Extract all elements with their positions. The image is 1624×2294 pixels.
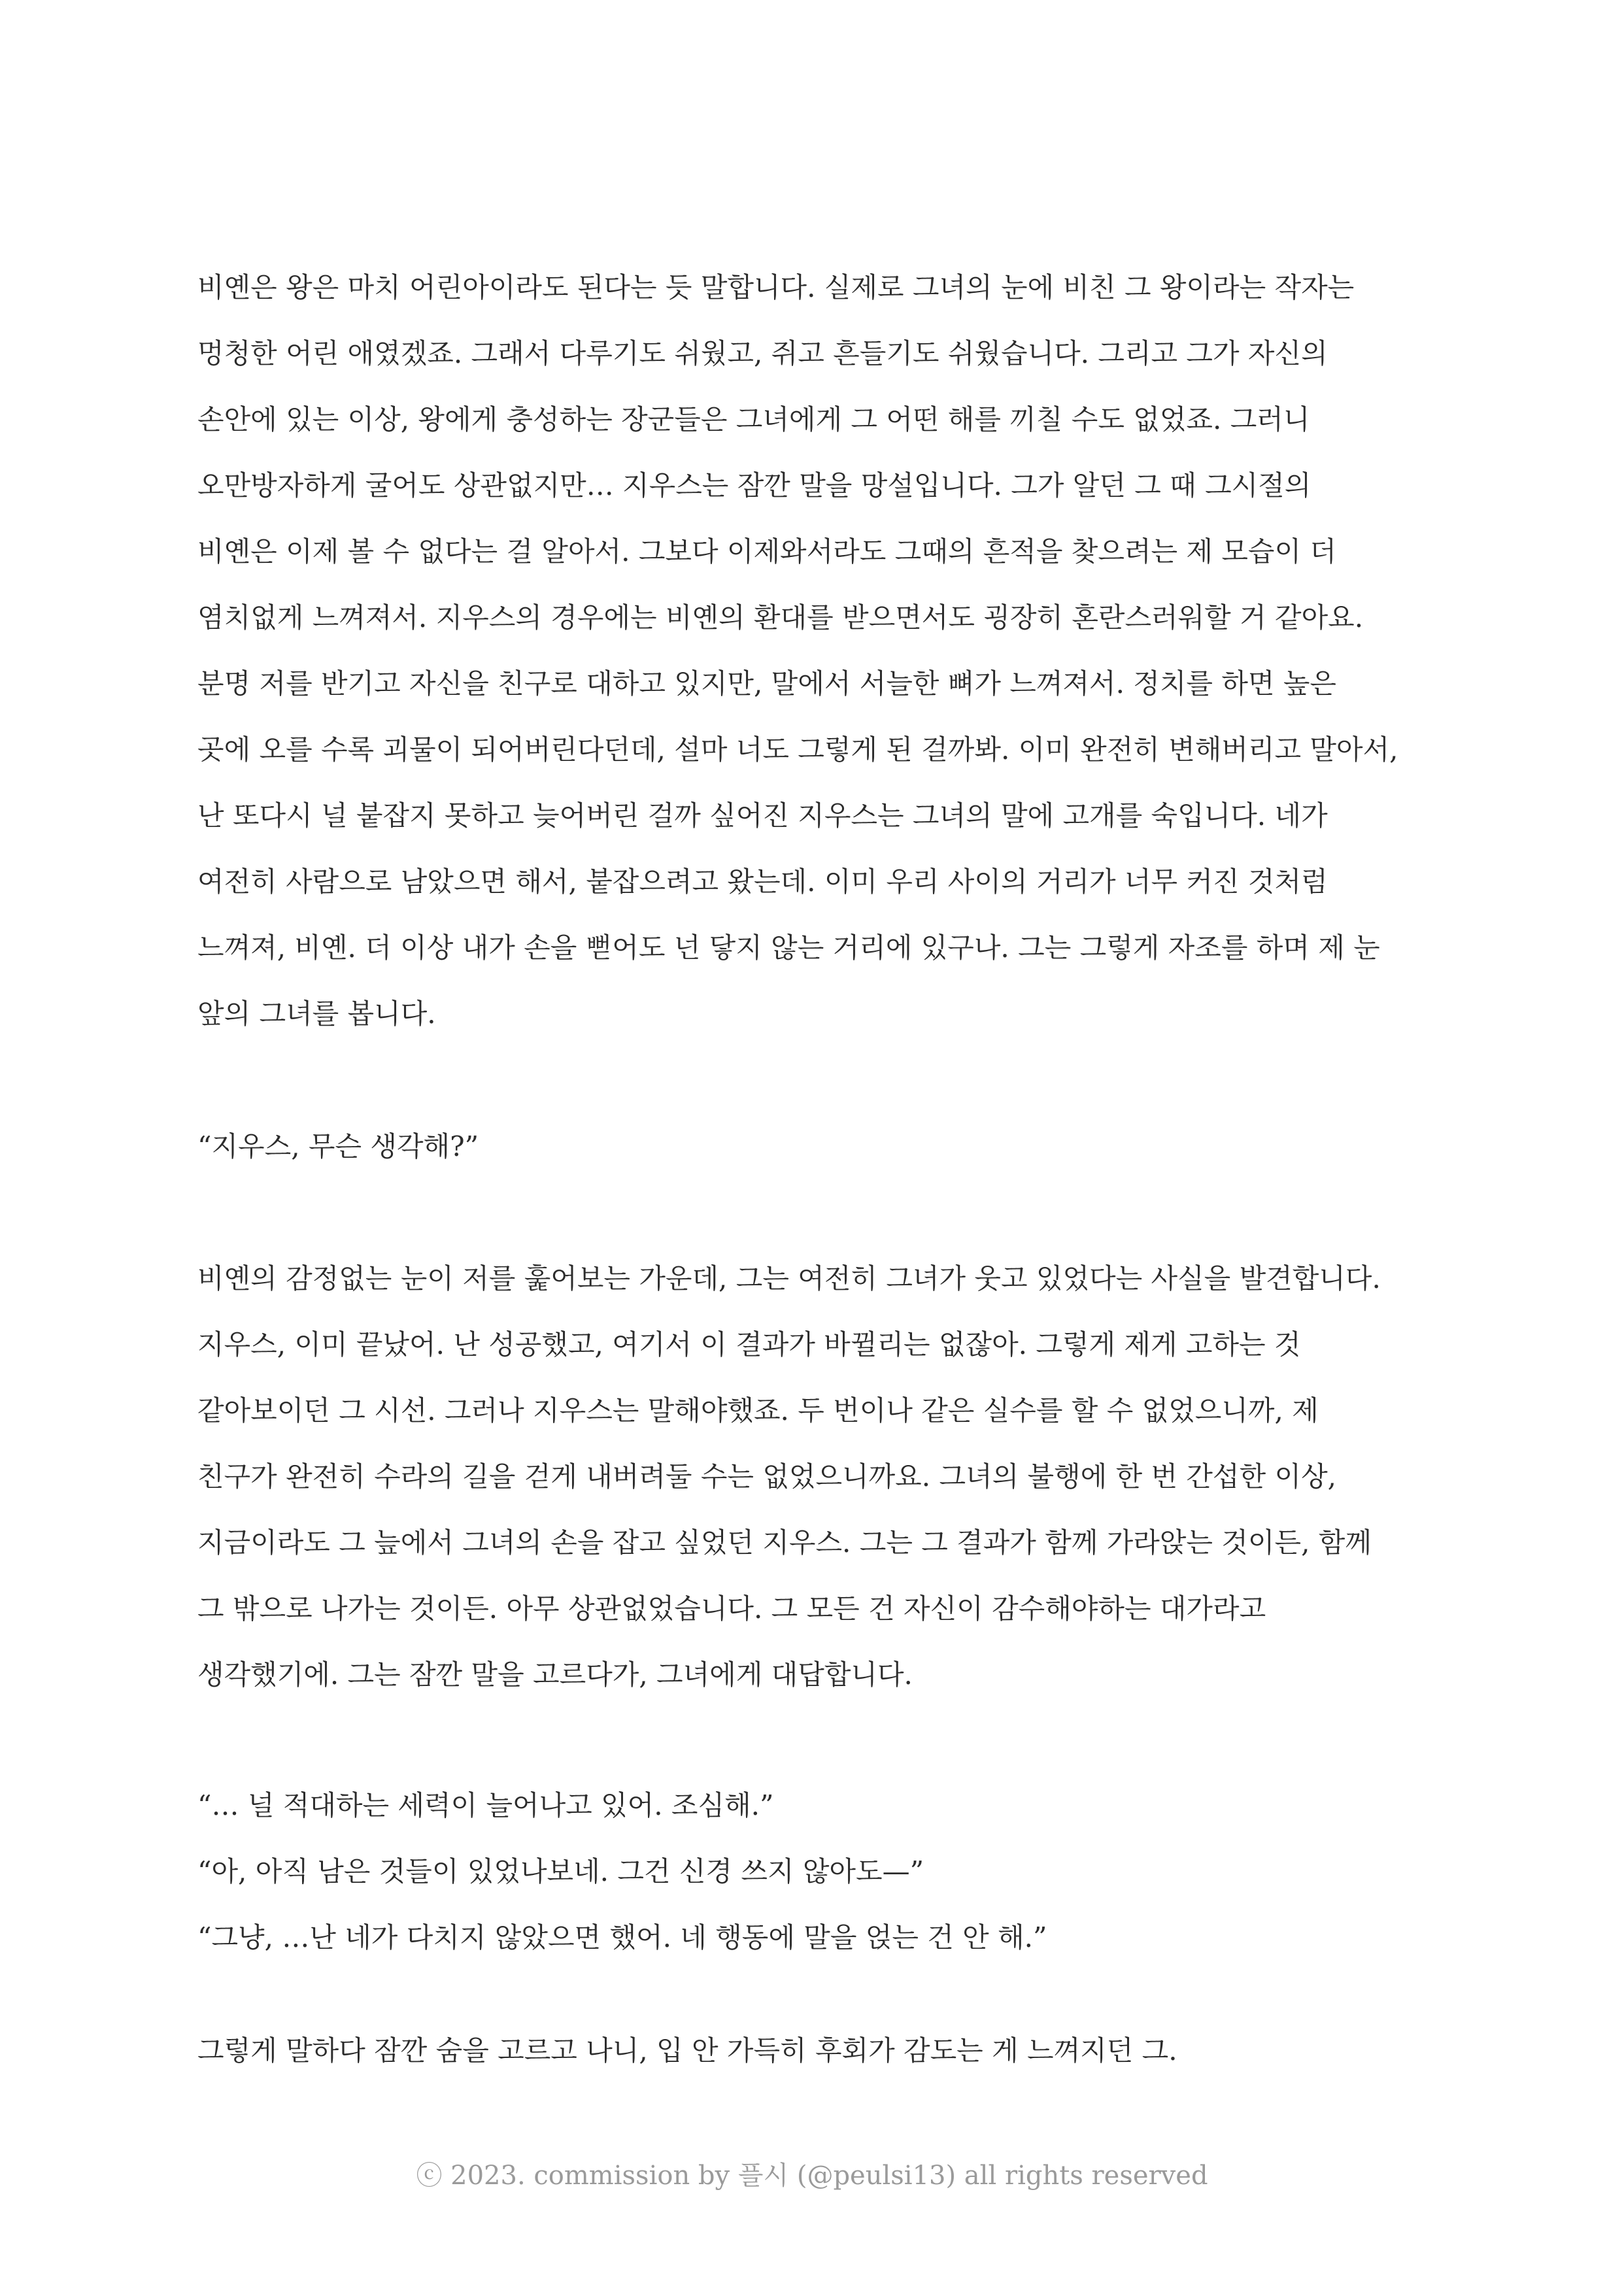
paragraph-1-line: 비옌은 이제 볼 수 없다는 걸 알아서. 그보다 이제와서라도 그때의 흔적을 찾으려는 제 모습이 더 bbox=[197, 535, 1336, 567]
paragraph-2-line: 친구가 완전히 수라의 길을 걷게 내버려둘 수는 없었으니까요. 그녀의 불행에 한 번 간섭한 이상, bbox=[197, 1460, 1336, 1493]
dialogue-line: “지우스, 무슨 생각해?” bbox=[197, 1130, 479, 1162]
paragraph-1-line: 앞의 그녀를 봅니다. bbox=[197, 998, 436, 1030]
dialogue-line: “그냥, …난 네가 다치지 않았으면 했어. 네 행동에 말을 얹는 건 안 해.” bbox=[197, 1921, 1047, 1953]
paragraph-1-line: 난 또다시 널 붙잡지 못하고 늦어버린 걸까 싶어진 지우스는 그녀의 말에 고개를 숙입니다. 네가 bbox=[197, 800, 1328, 832]
paragraph-1-line: 오만방자하게 굴어도 상관없지만… 지우스는 잠깐 말을 망설입니다. 그가 알던 그 때 그시절의 bbox=[197, 469, 1311, 501]
paragraph-2-line: 지우스, 이미 끝났어. 난 성공했고, 여기서 이 결과가 바뀔리는 없잖아. 그렇게 제게 고하는 것 bbox=[197, 1328, 1301, 1360]
paragraph-2-line: 같아보이던 그 시선. 그러나 지우스는 말해야했죠. 두 번이나 같은 실수를 할 수 없었으니까, 제 bbox=[197, 1394, 1319, 1426]
paragraph-1-line: 여전히 사람으로 남았으면 해서, 붙잡으려고 왔는데. 이미 우리 사이의 거리가 너무 커진 것처럼 bbox=[197, 866, 1328, 898]
dialogue-line: “아, 아직 남은 것들이 있었나보네. 그건 신경 쓰지 않아도—” bbox=[197, 1855, 924, 1887]
copyright-footer: ⓒ 2023. commission by 플시 (@peulsi13) all rights reserved bbox=[416, 2161, 1208, 2191]
paragraph-1-line: 손안에 있는 이상, 왕에게 충성하는 장군들은 그녀에게 그 어떤 해를 끼칠 수도 없었죠. 그러니 bbox=[197, 403, 1310, 435]
paragraph-1-line: 분명 저를 반기고 자신을 친구로 대하고 있지만, 말에서 서늘한 뼈가 느껴져서. 정치를 하면 높은 bbox=[197, 667, 1336, 700]
paragraph-2-line: 그 밖으로 나가는 것이든. 아무 상관없었습니다. 그 모든 건 자신이 감수해야하는 대가라고 bbox=[197, 1593, 1266, 1625]
paragraph-2-line: 지금이라도 그 늪에서 그녀의 손을 잡고 싶었던 지우스. 그는 그 결과가 함께 가라앉는 것이든, 함께 bbox=[197, 1527, 1372, 1559]
paragraph-1-line: 비옌은 왕은 마치 어린아이라도 된다는 듯 말합니다. 실제로 그녀의 눈에 비친 그 왕이라는 작자는 bbox=[197, 271, 1355, 303]
closing-line: 그렇게 말하다 잠깐 숨을 고르고 나니, 입 안 가득히 후회가 감도는 게 느껴지던 그. bbox=[197, 2034, 1177, 2066]
paragraph-1-line: 느껴져, 비옌. 더 이상 내가 손을 뻗어도 넌 닿지 않는 거리에 있구나. 그는 그렇게 자조를 하며 제 눈 bbox=[197, 932, 1380, 964]
paragraph-2-line: 비옌의 감정없는 눈이 저를 훑어보는 가운데, 그는 여전히 그녀가 웃고 있었다는 사실을 발견합니다. bbox=[197, 1262, 1381, 1294]
paragraph-1-line: 곳에 오를 수록 괴물이 되어버린다던데, 설마 너도 그렇게 된 걸까봐. 이미 완전히 변해버리고 말아서, bbox=[197, 734, 1398, 766]
paragraph-2-line: 생각했기에. 그는 잠깐 말을 고르다가, 그녀에게 대답합니다. bbox=[197, 1659, 913, 1691]
paragraph-1-line: 멍청한 어린 애였겠죠. 그래서 다루기도 쉬웠고, 쥐고 흔들기도 쉬웠습니다. 그리고 그가 자신의 bbox=[197, 337, 1328, 369]
paragraph-1-line: 염치없게 느껴져서. 지우스의 경우에는 비옌의 환대를 받으면서도 굉장히 혼란스러워할 거 같아요. bbox=[197, 601, 1364, 633]
dialogue-line: “… 널 적대하는 세력이 늘어나고 있어. 조심해.” bbox=[197, 1789, 774, 1821]
